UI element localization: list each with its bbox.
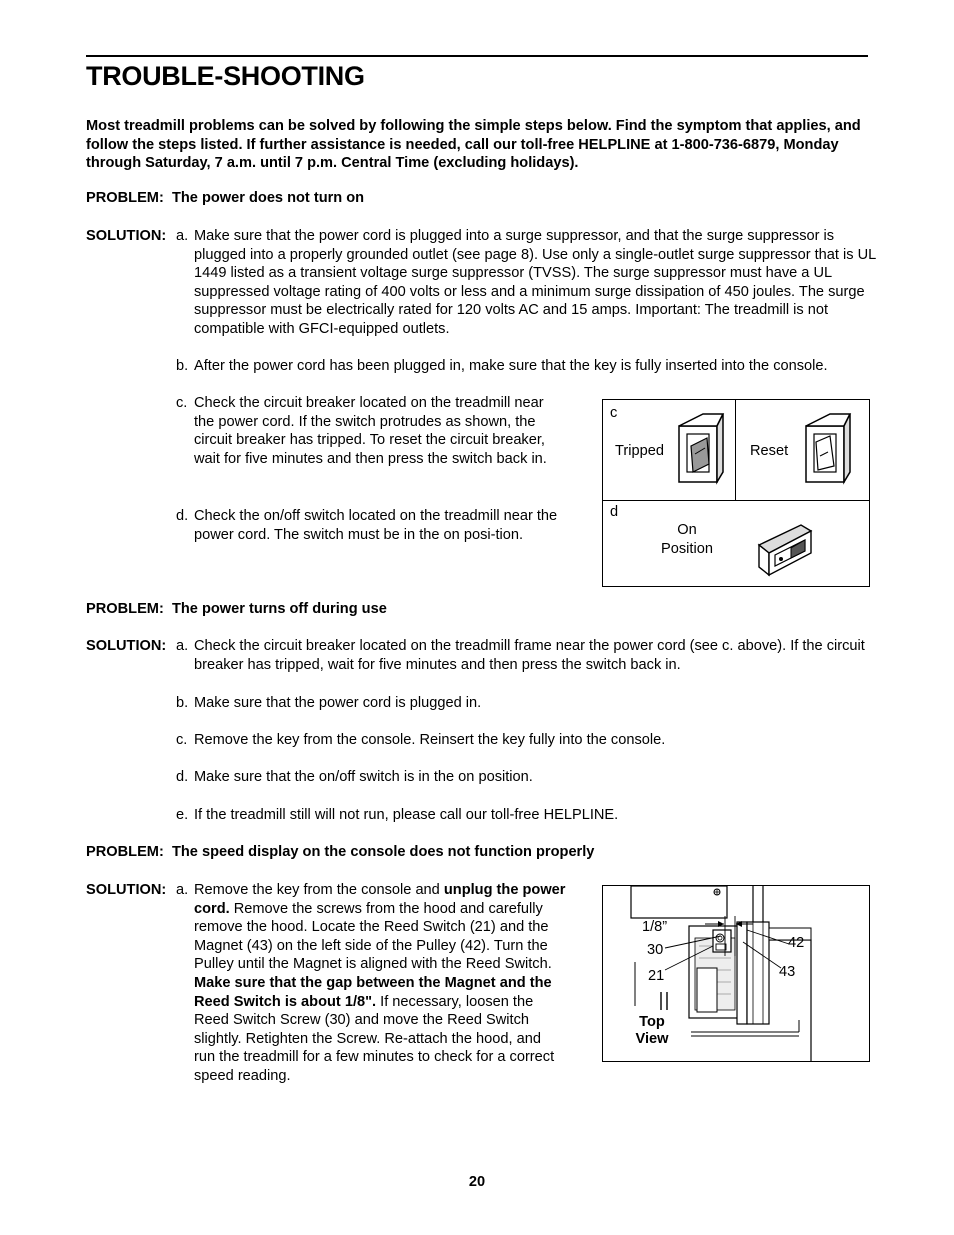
step-letter: b. <box>176 695 189 711</box>
step-text: Make sure that the power cord is plugged in. <box>194 695 482 711</box>
problem-1-title: The power does not turn on <box>171 190 365 206</box>
position-label: Position <box>661 540 713 557</box>
reset-label: Reset <box>750 443 789 459</box>
panel-tripped <box>603 400 736 501</box>
step-text <box>194 881 566 1086</box>
panel-reset <box>736 400 869 501</box>
tripped-breaker-icon <box>677 412 729 486</box>
part-21-label: 21 <box>648 968 665 984</box>
reset-breaker-icon <box>804 412 856 486</box>
problem-3-title: The speed display on the console does not function properly <box>171 844 595 860</box>
step-letter: a. <box>176 228 189 244</box>
problem-3-step-a <box>176 881 566 1086</box>
header-rule <box>86 55 868 57</box>
step-text: Check the circuit breaker located on the treadmill frame near the power cord (see c. above). If the circuit breaker has tripped, wait for five minutes and then press the switch back in. <box>194 638 865 673</box>
problem-1-step-a <box>176 227 876 339</box>
circuit-breaker-figure <box>602 399 870 587</box>
solution-3-label: SOLUTION: <box>86 882 167 898</box>
gap-label: 1/8” <box>642 919 668 935</box>
reed-switch-figure <box>602 885 870 1062</box>
page-title: TROUBLE-SHOOTING <box>86 61 365 91</box>
step-text: Check the on/off switch located on the treadmill near the power cord. The switch must be in the on posi-tion. <box>194 508 558 543</box>
problem-2-heading <box>86 600 387 619</box>
solution-2-label: SOLUTION: <box>86 638 167 654</box>
panel-c-letter: c <box>610 405 618 421</box>
step-letter: d. <box>176 769 189 785</box>
on-position-label <box>649 521 725 558</box>
step-letter: c. <box>176 395 188 411</box>
step-text-part1: Remove the key from the console and <box>194 882 444 898</box>
problem-2-step-d <box>176 768 876 787</box>
problem-2-step-e <box>176 806 876 825</box>
step-text-bold2: Make sure that the gap between the Magnet and the Reed Switch is about 1/8". <box>194 974 552 1010</box>
step-letter: a. <box>176 882 189 898</box>
part-43-label: 43 <box>779 964 796 980</box>
intro-paragraph: Most treadmill problems can be solved by following the simple steps below. Find the symptom that applies, and follow the steps listed. If further assistance is needed, call our toll-free HELPLINE at 1-800-736-6879, Monday through Saturday, 7 a.m. until 7 p.m. Central Time (excluding holidays). <box>86 118 861 172</box>
problem-label: PROBLEM: <box>86 190 164 206</box>
step-letter: d. <box>176 508 189 524</box>
problem-label: PROBLEM: <box>86 844 164 860</box>
step-letter: a. <box>176 638 189 654</box>
step-text: Remove the key from the console. Reinsert the key fully into the console. <box>194 732 666 748</box>
step-text-part3: If necessary, loosen the Reed Switch Screw (30) and move the Reed Switch slightly. Retighten the Screw. Re-attach the hood, and run the treadmill for a few minutes to check for a correct speed reading. <box>194 993 555 1084</box>
panel-on-position <box>603 501 869 586</box>
step-letter: c. <box>176 732 188 748</box>
tripped-label: Tripped <box>615 443 664 459</box>
step-text-bold1: unplug the power cord. <box>194 882 566 917</box>
part-42-label: 42 <box>788 935 805 951</box>
problem-2-step-c <box>176 731 876 750</box>
top-view-line2: View <box>635 1031 669 1047</box>
top-view-line1: Top <box>639 1014 665 1030</box>
problem-label: PROBLEM: <box>86 601 164 617</box>
top-view-label <box>629 1014 675 1048</box>
problem-2-step-b <box>176 694 876 713</box>
problem-3-heading <box>86 843 594 862</box>
on-off-switch-icon <box>755 515 817 579</box>
on-label: On <box>677 522 697 538</box>
panel-d-letter: d <box>610 504 619 520</box>
problem-1-heading <box>86 189 364 208</box>
problem-2-step-a <box>176 637 876 674</box>
page-number: 20 <box>468 1174 486 1190</box>
step-letter: e. <box>176 807 189 823</box>
problem-2-title: The power turns off during use <box>171 601 387 617</box>
part-30-label: 30 <box>647 942 664 958</box>
step-text: Make sure that the on/off switch is in the on position. <box>194 769 533 785</box>
problem-1-step-c <box>176 394 558 468</box>
step-text-part2: Remove the screws from the hood and carefully remove the hood. Locate the Reed Switch (21) and the Magnet (43) on the left side of the Pulley (42). Turn the Pulley until the Magnet is aligned with the Reed Switch. <box>194 900 552 973</box>
step-text: After the power cord has been plugged in, make sure that the key is fully inserted into the console. <box>194 358 828 374</box>
problem-1-step-d <box>176 507 561 544</box>
step-letter: b. <box>176 358 189 374</box>
solution-1-label: SOLUTION: <box>86 228 167 244</box>
step-text: Check the circuit breaker located on the treadmill near the power cord. If the switch protrudes as shown, the circuit breaker has tripped. To reset the circuit breaker, wait for five minutes and then press the switch back in. <box>194 395 547 467</box>
step-text: If the treadmill still will not run, please call our toll-free HELPLINE. <box>194 807 619 823</box>
step-text: Make sure that the power cord is plugged into a surge suppressor, and that the surge suppressor is plugged into a properly grounded outlet (see page 8). Use only a single-outlet surge suppressor that is UL 1449 listed as a transient voltage surge suppressor (TVSS). The surge suppressor must have a UL suppressed voltage rating of 400 volts or less and a minimum surge dissipation of 450 joules. The surge suppressor must be electrically rated for 120 volts AC and 15 amps. Important: The treadmill is not compatible with GFCI-equipped outlets. <box>194 228 876 337</box>
problem-1-step-b <box>176 357 876 376</box>
